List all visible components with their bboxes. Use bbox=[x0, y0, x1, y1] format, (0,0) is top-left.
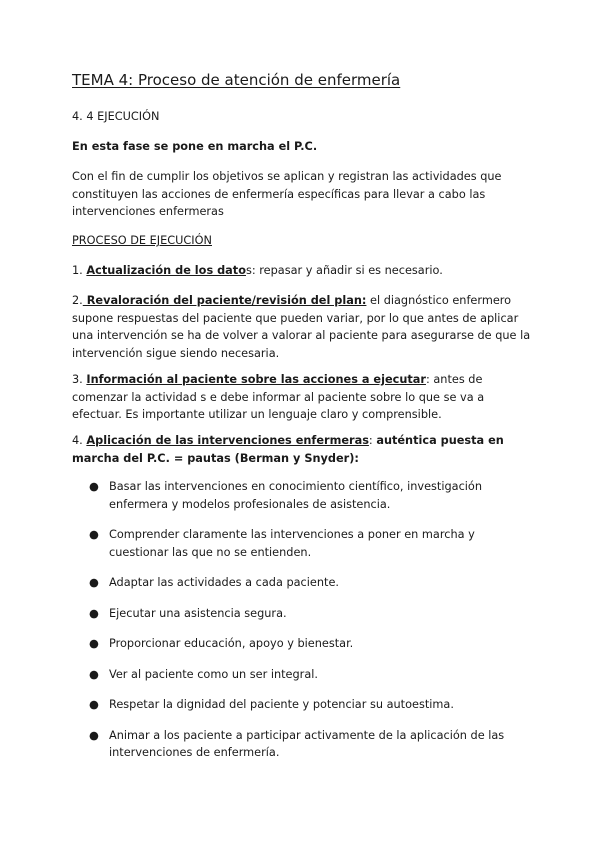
section-number: 4. 4 EJECUCIÓN bbox=[72, 110, 160, 123]
list-item-text: Comprender claramente las intervenciones a poner en marcha y cuestionar las que no se entienden. bbox=[109, 528, 475, 559]
bullet-icon: ● bbox=[89, 637, 99, 650]
list-item bbox=[72, 574, 532, 592]
step-label: Información al paciente sobre las acciones a ejecutar bbox=[86, 373, 426, 386]
list-item bbox=[72, 478, 532, 513]
section-heading: PROCESO DE EJECUCIÓN bbox=[72, 234, 212, 247]
intro-paragraph: Con el fin de cumplir los objetivos se aplican y registran las actividades que constituyen las acciones de enfermería específicas para llevar a cabo las intervenciones enfermeras bbox=[72, 170, 502, 218]
guidelines-list bbox=[72, 478, 532, 775]
step-item-3 bbox=[72, 371, 532, 424]
list-item bbox=[72, 526, 532, 561]
lead-sentence: En esta fase se pone en marcha el P.C. bbox=[72, 140, 318, 153]
bullet-icon: ● bbox=[89, 698, 99, 711]
list-item bbox=[72, 727, 532, 762]
list-item-text: Adaptar las actividades a cada paciente. bbox=[109, 576, 339, 589]
step-text: : antes de comenzar la actividad s e debe informar al paciente sobre lo que se va a efectuar. Es importante utilizar un lenguaje claro y comprensible. bbox=[72, 373, 485, 421]
step-number: 3. bbox=[72, 373, 87, 386]
list-item-text: Proporcionar educación, apoyo y bienestar. bbox=[109, 637, 354, 650]
step-emphasis: auténtica puesta en marcha del P.C. = pautas (Berman y Snyder): bbox=[72, 434, 504, 465]
list-item bbox=[72, 666, 532, 684]
step-number: 2. bbox=[72, 294, 83, 307]
list-item bbox=[72, 635, 532, 653]
bullet-icon: ● bbox=[89, 528, 99, 541]
step-text: el diagnóstico enfermero supone respuestas del paciente que pueden variar, por lo que antes de aplicar una intervención se ha de volver a valorar al paciente para asegurarse de que la intervención sigue siendo necesaria. bbox=[72, 294, 531, 360]
list-item-text: Ejecutar una asistencia segura. bbox=[109, 606, 287, 620]
step-item-4 bbox=[72, 432, 532, 467]
list-item-text: Ver al paciente como un ser integral. bbox=[109, 667, 318, 681]
bullet-icon: ● bbox=[89, 606, 99, 620]
list-item-text: Basar las intervenciones en conocimiento científico, investigación enfermera y modelos profesionales de asistencia. bbox=[109, 480, 483, 511]
list-item bbox=[72, 696, 532, 714]
step-item-1 bbox=[72, 262, 532, 280]
step-label: Actualización de los dato bbox=[86, 264, 246, 277]
bullet-icon: ● bbox=[89, 576, 99, 589]
list-item bbox=[72, 605, 532, 623]
list-item-text: Animar a los paciente a participar activamente de la aplicación de las intervenciones de enfermería. bbox=[109, 728, 505, 759]
step-item-2 bbox=[72, 292, 532, 362]
step-text: : bbox=[368, 434, 377, 447]
bullet-icon: ● bbox=[89, 667, 99, 681]
step-label: Aplicación de las intervenciones enfermeras bbox=[86, 434, 369, 447]
page-title: TEMA 4: Proceso de atención de enfermería bbox=[72, 71, 401, 89]
step-text: s: repasar y añadir si es necesario. bbox=[245, 264, 443, 277]
step-label: Revaloración del paciente/revisión del plan: bbox=[82, 294, 367, 307]
bullet-icon: ● bbox=[89, 728, 99, 742]
bullet-icon: ● bbox=[89, 480, 99, 493]
list-item-text: Respetar la dignidad del paciente y potenciar su autoestima. bbox=[109, 698, 454, 711]
step-number: 4. bbox=[72, 434, 87, 447]
step-number: 1. bbox=[72, 264, 87, 277]
